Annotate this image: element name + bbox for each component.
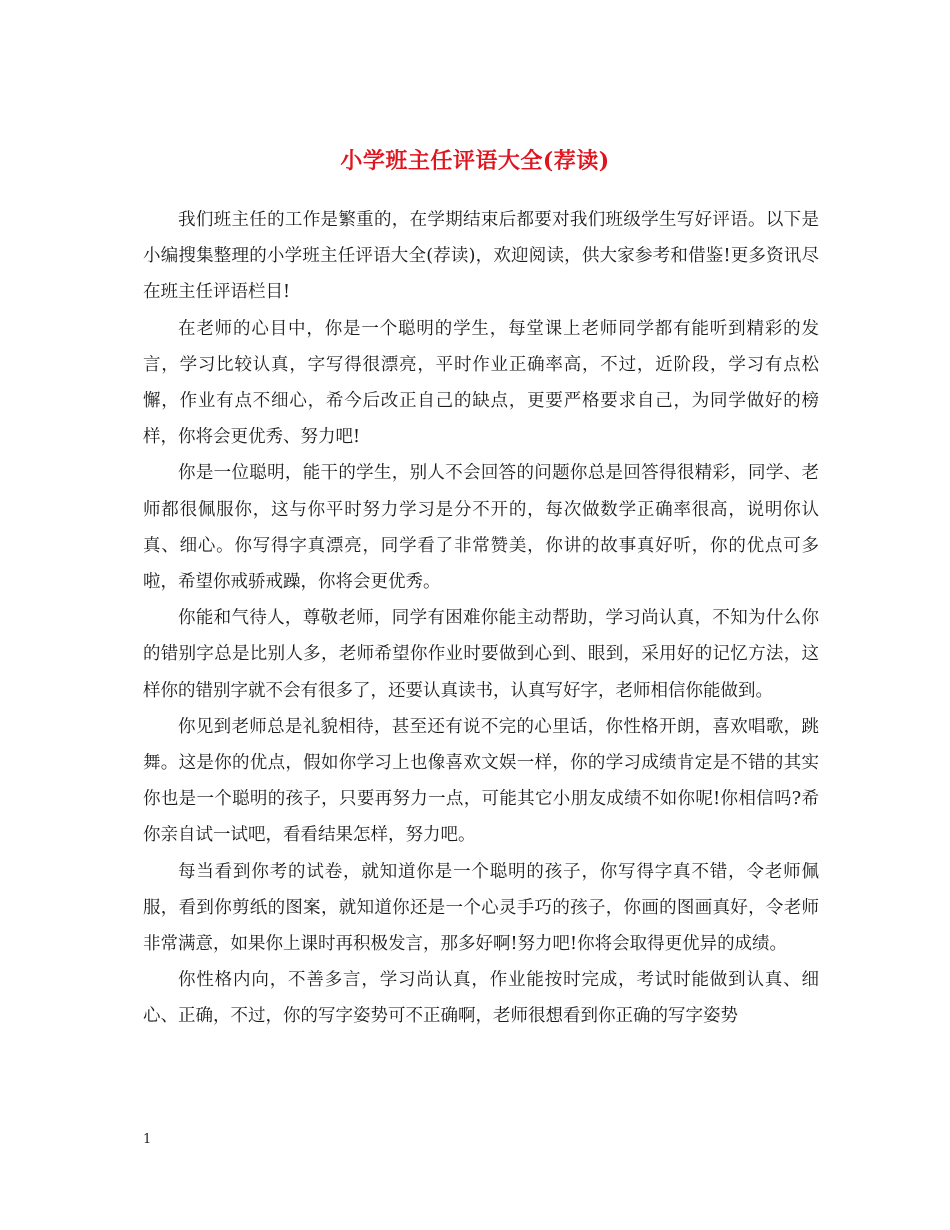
- paragraph-comment-2: 你是一位聪明，能干的学生，别人不会回答的问题你总是回答得很精彩，同学、老师都很佩服你，这与你平时努力学习是分不开的，每次做数学正确率很高，说明你认真、细心。你写得字真漂亮，同学看了非常赞美，你讲的故事真好听，你的优点可多啦，希望你戒骄戒躁，你将会更优秀。: [143, 463, 819, 593]
- paragraph-intro: 我们班主任的工作是繁重的，在学期结束后都要对我们班级学生写好评语。以下是小编搜集整理的小学班主任评语大全(荐读)，欢迎阅读，供大家参考和借鉴!更多资讯尽在班主任评语栏目!: [143, 210, 819, 303]
- paragraph-comment-6: 你性格内向，不善多言，学习尚认真，作业能按时完成，考试时能做到认真、细心、正确，不过，你的写字姿势可不正确啊，老师很想看到你正确的写字姿势: [143, 970, 819, 1027]
- page-number: 1: [143, 1132, 152, 1147]
- document-body: [143, 202, 819, 1035]
- page-title: 小学班主任评语大全(荐读): [340, 147, 610, 174]
- paragraph-comment-5: 每当看到你考的试卷，就知道你是一个聪明的孩子，你写得字真不错，令老师佩服，看到你剪纸的图案，就知道你还是一个心灵手巧的孩子，你画的图画真好，令老师非常满意，如果你上课时再积极发言，那多好啊!努力吧!你将会取得更优异的成绩。: [143, 861, 819, 955]
- paragraph-comment-4: 你见到老师总是礼貌相待，甚至还有说不完的心里话，你性格开朗，喜欢唱歌，跳舞。这是你的优点，假如你学习上也像喜欢文娱一样，你的学习成绩肯定是不错的其实你也是一个聪明的孩子，只要再努力一点，可能其它小朋友成绩不如你呢!你相信吗?希你亲自试一试吧，看看结果怎样，努力吧。: [143, 716, 819, 846]
- paragraph-comment-1: 在老师的心目中，你是一个聪明的学生，每堂课上老师同学都有能听到精彩的发言，学习比较认真，字写得很漂亮，平时作业正确率高，不过，近阶段，学习有点松懈，作业有点不细心，希今后改正自己的缺点，更要严格要求自己，为同学做好的榜样，你将会更优秀、努力吧!: [143, 318, 819, 448]
- paragraph-comment-3: 你能和气待人，尊敬老师，同学有困难你能主动帮助，学习尚认真，不知为什么你的错别字总是比别人多，老师希望你作业时要做到心到、眼到，采用好的记忆方法，这样你的错别字就不会有很多了，还要认真读书，认真写好字，老师相信你能做到。: [143, 608, 819, 701]
